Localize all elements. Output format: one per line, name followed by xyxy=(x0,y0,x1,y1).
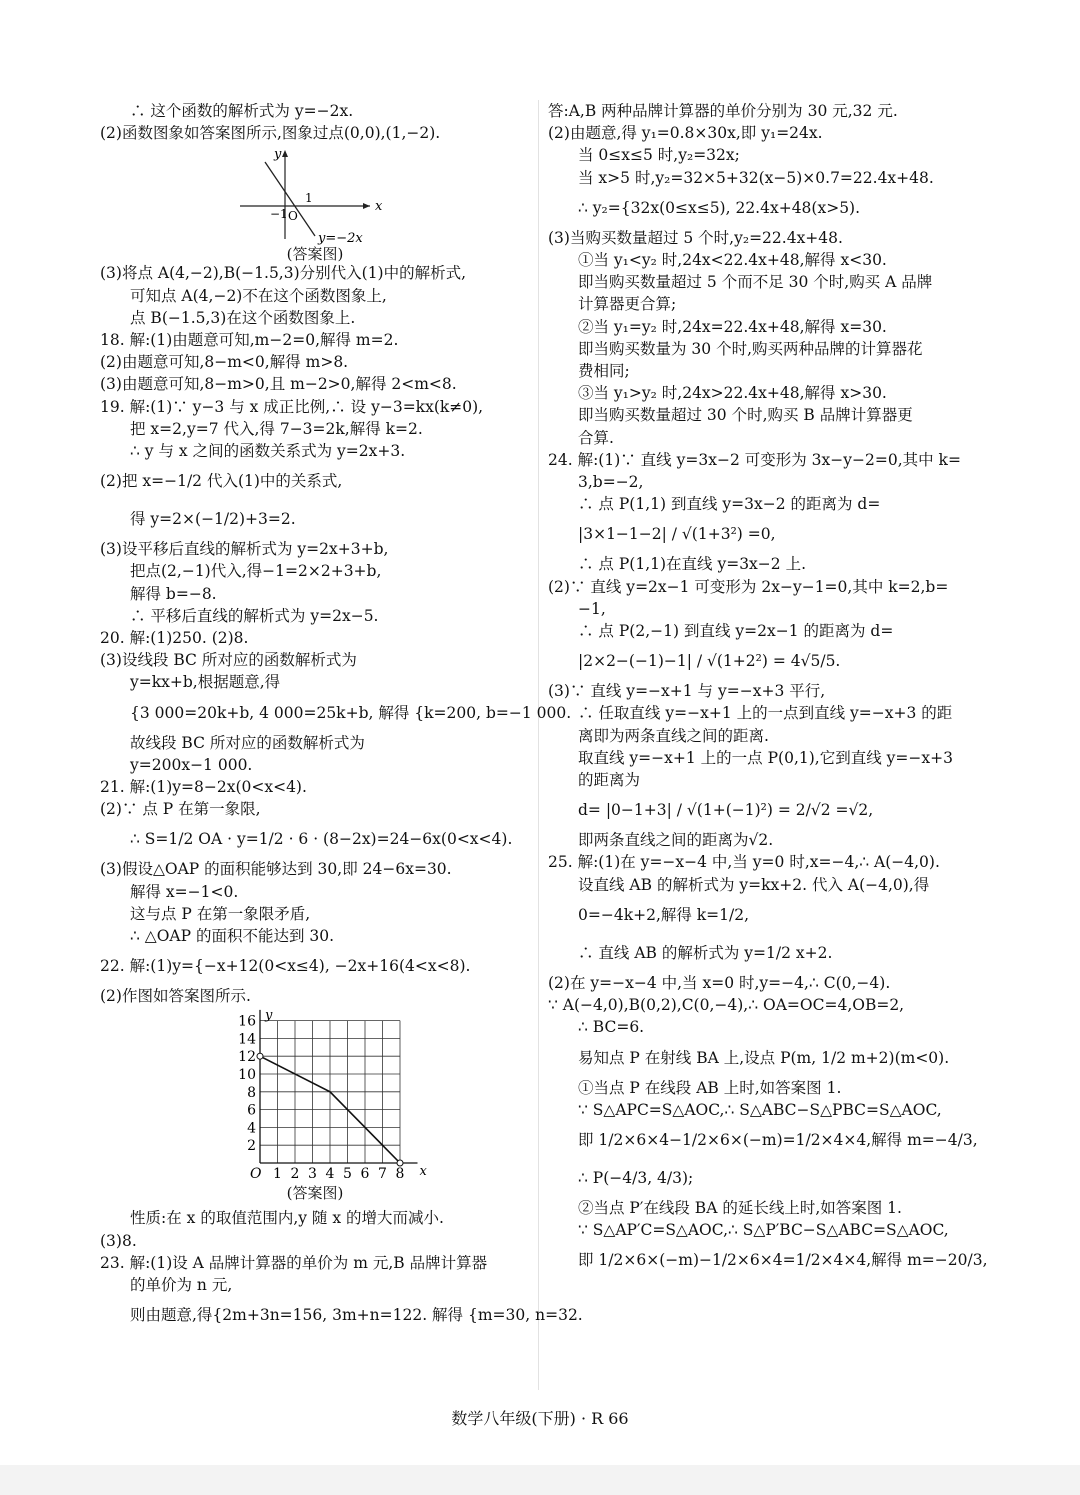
linear-graph-figure xyxy=(100,144,530,262)
answer-line: d= |0−1+3| / √(1+(−1)²) = 2/√2 =√2, xyxy=(578,801,874,820)
left-column xyxy=(100,100,583,1334)
answer-line: |2×2−(−1)−1| / √(1+2²) = 4√5/5. xyxy=(578,652,841,671)
answer-line: 即当购买数量超过 30 个时,购买 B 品牌计算器更 xyxy=(578,406,913,425)
y-axis-label: y xyxy=(265,1008,273,1024)
piecewise-function-graph xyxy=(220,1007,427,1187)
answer-line: 的单价为 n 元, xyxy=(130,1276,233,1295)
y-axis-label: y xyxy=(274,147,282,163)
column-divider xyxy=(538,100,539,1390)
answer-line: {3 000=20k+b, 4 000=25k+b, 解得 {k=200, b=−1 000. xyxy=(130,703,572,722)
answer-line: (2)∵ 直线 y=2x−1 可变形为 2x−y−1=0,其中 k=2,b= xyxy=(548,577,949,596)
answer-line: 0=−4k+2,解得 k=1/2, xyxy=(578,905,750,924)
answer-line: 取直线 y=−x+1 上的一点 P(0,1),它到直线 y=−x+3 xyxy=(578,748,953,767)
x-tick-label: 6 xyxy=(360,1166,370,1183)
answer-line: 合算. xyxy=(578,428,614,447)
answer-line: ③当 y₁>y₂ 时,24x>22.4x+48,解得 x>30. xyxy=(578,384,887,403)
answer-line: 这与点 P 在第一象限矛盾, xyxy=(130,904,311,923)
answer-line: ∵ S△APC=S△AOC,∴ S△ABC−S△PBC=S△AOC, xyxy=(578,1100,942,1119)
answer-line: (2)在 y=−x−4 中,当 x=0 时,y=−4,∴ C(0,−4). xyxy=(548,973,891,992)
answer-line: ②当 y₁=y₂ 时,24x=22.4x+48,解得 x=30. xyxy=(578,317,887,336)
answer-line: −1, xyxy=(578,599,606,618)
answer-line: 点 B(−1.5,3)在这个函数图象上. xyxy=(130,308,356,327)
y-tick-label: 10 xyxy=(238,1067,256,1084)
x-tick-label: 2 xyxy=(290,1166,300,1183)
answer-line: 把点(2,−1)代入,得−1=2×2+3+b, xyxy=(130,562,382,581)
answer-line: ①当点 P 在线段 AB 上时,如答案图 1. xyxy=(578,1078,842,1097)
answer-line: 当 x>5 时,y₂=32×5+32(x−5)×0.7=22.4x+48. xyxy=(578,168,934,187)
answer-line: 把 x=2,y=7 代入,得 7−3=2k,解得 k=2. xyxy=(130,419,423,438)
grid-graph-figure xyxy=(100,1007,530,1207)
answer-line: 性质:在 x 的取值范围内,y 随 x 的增大而减小. xyxy=(130,1209,444,1228)
answer-line: 23. 解:(1)设 A 品牌计算器的单价为 m 元,B 品牌计算器 xyxy=(100,1253,488,1272)
answer-line: (3)∵ 直线 y=−x+1 与 y=−x+3 平行, xyxy=(548,682,826,701)
x-tick-label: 7 xyxy=(378,1166,387,1183)
x-tick-label: 8 xyxy=(395,1166,405,1183)
answer-line: 费相同; xyxy=(578,362,630,381)
graph-y-neg2x xyxy=(190,144,450,247)
answer-line: 即当购买数量超过 5 个而不足 30 个时,购买 A 品牌 xyxy=(578,273,933,292)
x-tick-label: 5 xyxy=(343,1166,352,1183)
answer-line: ∴ 点 P(2,−1) 到直线 y=2x−1 的距离为 d= xyxy=(578,622,894,641)
answer-line: 24. 解:(1)∵ 直线 y=3x−2 可变形为 3x−y−2=0,其中 k= xyxy=(548,450,961,469)
answer-line: (2)作图如答案图所示. xyxy=(100,987,251,1006)
answer-line: 当 0≤x≤5 时,y₂=32x; xyxy=(578,146,740,165)
answer-line: ∴ 直线 AB 的解析式为 y=1/2 x+2. xyxy=(578,943,833,962)
answer-line: 解得 x=−1<0. xyxy=(130,882,239,901)
answer-line: 计算器更合算; xyxy=(578,295,677,314)
y-tick-label: 4 xyxy=(247,1120,256,1137)
answer-line: (2)由题意,得 y₁=0.8×30x,即 y₁=24x. xyxy=(548,124,823,143)
answer-line: (2)函数图象如答案图所示,图象过点(0,0),(1,−2). xyxy=(100,124,441,143)
answer-line: 解得 b=−8. xyxy=(130,584,217,603)
y-tick-label: 16 xyxy=(238,1014,256,1031)
answer-line: y=200x−1 000. xyxy=(130,755,253,774)
answer-line: (3)当购买数量超过 5 个时,y₂=22.4x+48. xyxy=(548,228,843,247)
answer-line: (3)由题意可知,8−m>0,且 m−2>0,解得 2<m<8. xyxy=(100,375,457,394)
y-tick-label: 12 xyxy=(238,1049,256,1066)
figure-caption: (答案图) xyxy=(286,1184,344,1203)
answer-line: 离即为两条直线之间的距离. xyxy=(578,726,769,745)
answer-line: 得 y=2×(−1/2)+3=2. xyxy=(130,510,296,529)
answer-line: (3)设平移后直线的解析式为 y=2x+3+b, xyxy=(100,540,389,559)
answer-line: ∴ △OAP 的面积不能达到 30. xyxy=(130,927,335,946)
answer-line: 即 1/2×6×4−1/2×6×(−m)=1/2×4×4,解得 m=−4/3, xyxy=(578,1130,978,1149)
open-endpoint xyxy=(257,1054,263,1060)
right-column xyxy=(548,100,988,1279)
origin-label: O xyxy=(250,1166,262,1183)
answer-line: ∴ 这个函数的解析式为 y=−2x. xyxy=(130,102,354,120)
answer-line: 易知点 P 在射线 BA 上,设点 P(m, 1/2 m+2)(m<0). xyxy=(578,1048,950,1067)
y-tick-label: 14 xyxy=(238,1031,256,1048)
answer-line: ②当点 P′在线段 BA 的延长线上时,如答案图 1. xyxy=(578,1198,902,1217)
x-tick-label: 3 xyxy=(308,1166,317,1183)
answer-line: 即当购买数量为 30 个时,购买两种品牌的计算器花 xyxy=(578,339,923,358)
answer-line: |3×1−1−2| / √(1+3²) =0, xyxy=(578,525,776,544)
answer-line: ∴ 点 P(1,1)在直线 y=3x−2 上. xyxy=(578,555,807,574)
answer-line: 的距离为 xyxy=(578,771,641,790)
answer-line: 18. 解:(1)由题意可知,m−2=0,解得 m=2. xyxy=(100,331,399,350)
answer-line: ∴ S=1/2 OA · y=1/2 · 6 · (8−2x)=24−6x(0<x<4). xyxy=(130,830,513,849)
answer-line: 答:A,B 两种品牌计算器的单价分别为 30 元,32 元. xyxy=(548,102,898,120)
answer-line: 25. 解:(1)在 y=−x−4 中,当 y=0 时,x=−4,∴ A(−4,0). xyxy=(548,853,940,872)
answer-line: ∴ 任取直线 y=−x+1 上的一点到直线 y=−x+3 的距 xyxy=(578,704,953,723)
answer-line: 可知点 A(4,−2)不在这个函数图象上, xyxy=(130,286,387,305)
x-tick-label: 1 xyxy=(305,191,313,206)
answer-line: (3)设线段 BC 所对应的函数解析式为 xyxy=(100,651,357,670)
answer-line: (3)假设△OAP 的面积能够达到 30,即 24−6x=30. xyxy=(100,860,452,879)
answer-line: 故线段 BC 所对应的函数解析式为 xyxy=(130,733,365,752)
page-bottom-band xyxy=(0,1465,1080,1495)
answer-line: (2)由题意可知,8−m<0,解得 m>8. xyxy=(100,353,349,372)
x-tick-label: 1 xyxy=(273,1166,282,1183)
x-axis-label: x xyxy=(375,199,383,215)
answer-line: ∴ 点 P(1,1) 到直线 y=3x−2 的距离为 d= xyxy=(578,495,881,514)
answer-line: 22. 解:(1)y={−x+12(0<x≤4), −2x+16(4<x<8). xyxy=(100,957,471,976)
answer-line: ∵ S△AP′C=S△AOC,∴ S△P′BC−S△ABC=S△AOC, xyxy=(578,1221,949,1240)
answer-line: 19. 解:(1)∵ y−3 与 x 成正比例,∴ 设 y−3=kx(k≠0), xyxy=(100,397,484,416)
answer-line: y=kx+b,根据题意,得 xyxy=(130,673,281,692)
answer-line: (3)8. xyxy=(100,1231,137,1250)
figure-caption: (答案图) xyxy=(286,245,344,264)
answer-line: ∴ BC=6. xyxy=(578,1018,645,1037)
curve-label: y=−2x xyxy=(318,231,363,247)
answer-line: 20. 解:(1)250. (2)8. xyxy=(100,629,249,648)
answer-line: 则由题意,得{2m+3n=156, 3m+n=122. 解得 {m=30, n=32. xyxy=(130,1306,583,1325)
answer-line: 即两条直线之间的距离为√2. xyxy=(578,831,774,850)
answer-line: (2)∵ 点 P 在第一象限, xyxy=(100,800,261,819)
answer-line: ①当 y₁<y₂ 时,24x<22.4x+48,解得 x<30. xyxy=(578,251,887,270)
answer-line: ∴ y 与 x 之间的函数关系式为 y=2x+3. xyxy=(130,442,406,461)
page-footer: 数学八年级(下册) · R 66 xyxy=(451,1409,629,1428)
answer-line: 设直线 AB 的解析式为 y=kx+2. 代入 A(−4,0),得 xyxy=(578,875,930,894)
answer-line: ∴ P(−4/3, 4/3); xyxy=(578,1168,694,1187)
y-tick-label: 2 xyxy=(247,1138,256,1155)
answer-line: ∵ A(−4,0),B(0,2),C(0,−4),∴ OA=OC=4,OB=2, xyxy=(548,996,905,1015)
x-tick-label: 4 xyxy=(325,1166,335,1183)
y-tick-label: −1 xyxy=(270,207,288,222)
answer-line: 即 1/2×6×(−m)−1/2×6×4=1/2×4×4,解得 m=−20/3, xyxy=(578,1251,988,1270)
answer-line: (3)将点 A(4,−2),B(−1.5,3)分别代入(1)中的解析式, xyxy=(100,264,467,283)
answer-line: ∴ y₂={32x(0≤x≤5), 22.4x+48(x>5). xyxy=(578,198,861,217)
origin-label: O xyxy=(288,209,298,224)
answer-line: 21. 解:(1)y=8−2x(0<x<4). xyxy=(100,778,307,797)
y-tick-label: 6 xyxy=(247,1103,256,1120)
x-axis-label: x xyxy=(419,1164,427,1180)
answer-line: (2)把 x=−1/2 代入(1)中的关系式, xyxy=(100,472,343,491)
answer-line: 3,b=−2, xyxy=(578,473,644,492)
y-tick-label: 8 xyxy=(247,1085,256,1102)
answer-line: ∴ 平移后直线的解析式为 y=2x−5. xyxy=(130,606,379,625)
